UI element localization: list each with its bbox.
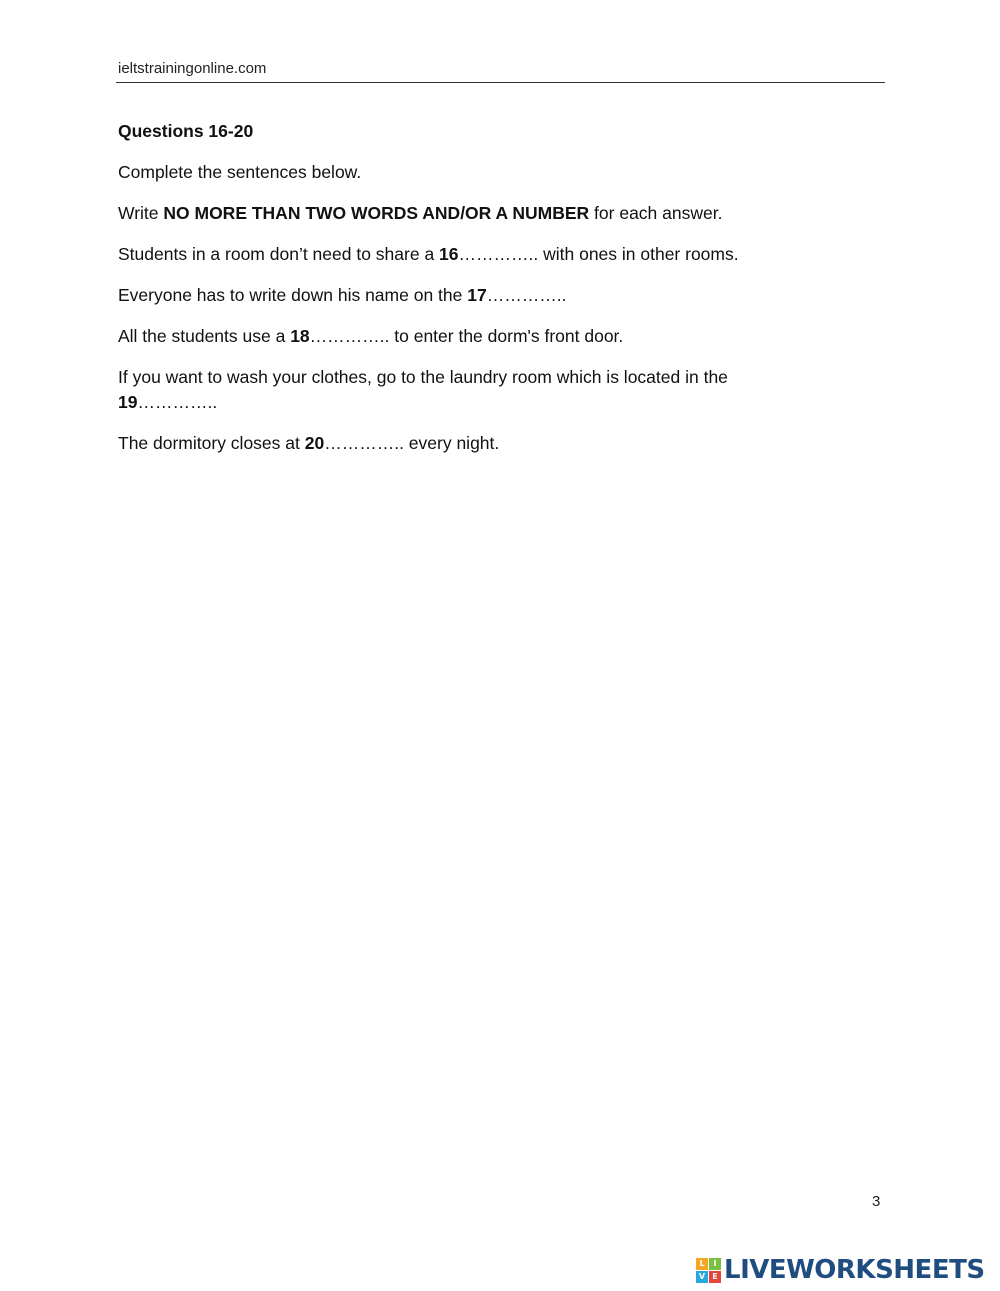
question-text-pre: All the students use a [118, 326, 291, 346]
question-number: 20 [304, 433, 325, 453]
answer-blank: ………….. [486, 285, 567, 305]
logo-block-i: I [709, 1258, 721, 1270]
logo-block-l: L [696, 1258, 708, 1270]
instruction-word-limit-post: for each answer. [589, 203, 723, 223]
logo-block-e: E [709, 1271, 721, 1283]
question-number: 19 [118, 392, 138, 412]
questions-section [118, 119, 878, 472]
question-text-pre: If you want to wash your clothes, go to the laundry room which is located in the [118, 367, 728, 387]
liveworksheets-logo [696, 1255, 985, 1285]
question-text-pre: Everyone has to write down his name on the [118, 285, 468, 305]
liveworksheets-logo-icon [696, 1258, 721, 1283]
answer-blank: ………….. every night. [324, 433, 500, 453]
question-number: 18 [290, 326, 310, 346]
instruction-word-limit-pre: Write [118, 203, 164, 223]
question-number: 17 [467, 285, 487, 305]
header-divider [116, 82, 885, 83]
question-17 [118, 283, 878, 308]
question-20 [118, 431, 878, 456]
logo-block-v: V [696, 1271, 708, 1283]
question-text-pre: The dormitory closes at [118, 433, 305, 453]
questions-heading: Questions 16-20 [118, 121, 254, 141]
page-number: 3 [872, 1193, 881, 1210]
question-18 [118, 324, 878, 349]
question-text-pre: Students in a room don’t need to share a [118, 244, 440, 264]
question-19 [118, 365, 818, 415]
question-number: 16 [439, 244, 459, 264]
instruction-word-limit-bold: NO MORE THAN TWO WORDS AND/OR A NUMBER [163, 203, 590, 223]
question-16 [118, 242, 878, 267]
instruction-complete: Complete the sentences below. [118, 162, 362, 182]
header-site: ieltstrainingonline.com [118, 60, 267, 77]
liveworksheets-brand: LIVEWORKSHEETS [724, 1255, 985, 1285]
answer-blank: ………….. [137, 392, 218, 412]
answer-blank: ………….. to enter the dorm's front door. [309, 326, 624, 346]
answer-blank: ………….. with ones in other rooms. [458, 244, 739, 264]
instruction-word-limit [118, 201, 878, 226]
